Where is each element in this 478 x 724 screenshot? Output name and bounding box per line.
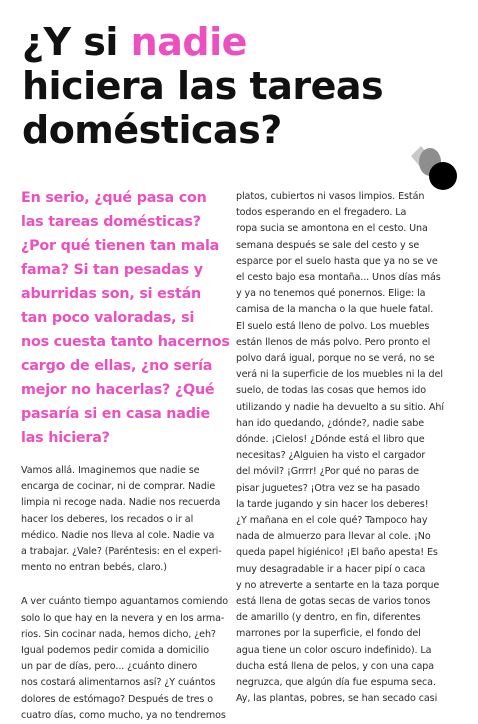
article-title (22, 20, 462, 152)
text-line: y ya no tenemos qué ponernos. Elige: la (236, 288, 426, 300)
text-line: suelo, de todas las cosas que hemos ido (236, 385, 427, 397)
text-line: limpia ni recoge nada. Nadie nos recuerda (21, 497, 221, 509)
text-line: negruzca, que algún día fue espuma seca. (236, 677, 436, 689)
body-paragraph-3 (236, 189, 444, 708)
lead-line: ¿Por qué tienen tan mala (21, 238, 220, 254)
text-line: camisa de la mancha o la que huele fatal. (236, 304, 434, 316)
text-line: El suelo está lleno de polvo. Los muebles (236, 320, 430, 332)
text-line: médico. Nadie nos lleva al cole. Nadie va (21, 529, 215, 541)
text-line: la tarde jugando y sin hacer los deberes! (236, 498, 429, 510)
text-line: pisar juguetes? ¡Otra vez se ha pasado (236, 482, 420, 494)
text-line: Ay, las plantas, pobres, se han secado casi (236, 693, 438, 705)
paragraph-gap (21, 576, 224, 594)
title-line-3: domésticas? (22, 108, 282, 152)
text-line: nada de almuerzo para llevar al cole. ¡No (236, 531, 431, 543)
lead-paragraph (21, 186, 230, 450)
text-line: solo lo que hay en la nevera y en los arma- (21, 612, 225, 624)
text-line: han ido quedando, ¿dónde?, nadie sabe (236, 417, 425, 429)
title-line-1-text: ¿Y si (22, 20, 131, 64)
text-line: muy desagradable ir a hacer pipí o caca (236, 563, 426, 575)
text-line: utilizando y nadie ha devuelto a su sitio. Ahí (236, 401, 444, 413)
text-line: están llenos de más polvo. Pero pronto el (236, 336, 431, 348)
text-line: un par de días, pero... ¿cuánto dinero (21, 661, 198, 673)
text-line: hacer los deberes, los recados o ir al (21, 513, 194, 525)
body-paragraph-2 (21, 594, 228, 724)
text-line: agua tiene un color oscuro indefinido). La (236, 644, 432, 656)
text-line: ropa sucia se amontona en el cesto. Una (236, 223, 428, 235)
right-column (236, 189, 444, 708)
text-line: nos costará alimentarnos así? ¿Y cuántos (21, 677, 216, 689)
text-line: de amarillo (y dentro, en fin, diferentes (236, 612, 421, 624)
text-line: dolores de estómago? Después de tres o (21, 693, 214, 705)
lead-line: nos cuesta tanto hacernos (21, 334, 230, 350)
text-line: marrones por la superficie, el fondo del (236, 628, 421, 640)
text-line: el cesto bajo esa montaña... Unos días más (236, 272, 441, 284)
text-line: semana después se sale del cesto y se (236, 239, 420, 251)
title-highlight-word: nadie (130, 20, 247, 64)
text-line: polvo dará igual, porque no se verá, no se (236, 353, 435, 365)
left-column (21, 186, 230, 724)
circle-black (429, 162, 457, 190)
text-line: platos, cubiertos ni vasos limpios. Están (236, 191, 425, 202)
lead-line: aburridas son, si están (21, 286, 202, 302)
text-line: rios. Sin cocinar nada, hemos dicho, ¿eh? (21, 628, 216, 640)
text-line: ducha está llena de pelos, y con una capa (236, 660, 435, 672)
text-line: A ver cuánto tiempo aguantamos comiendo (21, 596, 228, 608)
title-line-1 (22, 20, 247, 64)
lead-line: pasaría si en casa nadie (21, 406, 210, 422)
text-line: dónde. ¡Cielos! ¿Dónde está el libro que (236, 434, 425, 446)
lead-line: tan poco valoradas, si (21, 310, 195, 326)
text-line: del móvil? ¡Grrrr! ¿Por qué no paras de (236, 466, 419, 478)
lead-line: En serio, ¿qué pasa con (21, 190, 207, 206)
text-line: ¿Y mañana en el cole qué? Tampoco hay (236, 515, 428, 527)
text-line: encarga de cocinar, ni de comprar. Nadie (21, 481, 216, 493)
text-line: verá ni la superficie de los muebles ni la del (236, 369, 443, 381)
lead-line: fama? Si tan pesadas y (21, 262, 203, 278)
text-line: mento no entran bebés, claro.) (21, 562, 167, 574)
text-line: necesitas? ¿Alguien ha visto el cargador (236, 450, 426, 462)
lead-line: cargo de ellas, ¿no sería (21, 358, 213, 374)
text-line: Vamos allá. Imaginemos que nadie se (21, 465, 200, 476)
text-line: cuatro días, como mucho, ya no tendremos (21, 709, 226, 721)
lead-line: las hiciera? (21, 430, 110, 446)
text-line: y no atreverte a sentarte en la taza porque (236, 579, 440, 591)
body-paragraph-1 (21, 463, 224, 576)
text-line: esparce por el suelo hasta que ya no se ve (236, 255, 438, 267)
title-line-2: hiciera las tareas (22, 64, 384, 108)
text-line: todos esperando en el fregadero. La (236, 207, 407, 219)
text-line: Igual podemos pedir comida a domicilio (21, 645, 209, 657)
text-line: está llena de gotas secas de varios tonos (236, 596, 431, 608)
overlapping-circles-icon (405, 140, 461, 192)
text-line: queda papel higiénico! ¡El baño apesta! Es (236, 547, 438, 559)
text-line: a trabajar. ¿Vale? (Paréntesis: en el experi- (21, 546, 222, 558)
lead-line: las tareas domésticas? (21, 214, 201, 230)
lead-line: mejor no hacerlas? ¿Qué (21, 382, 215, 398)
